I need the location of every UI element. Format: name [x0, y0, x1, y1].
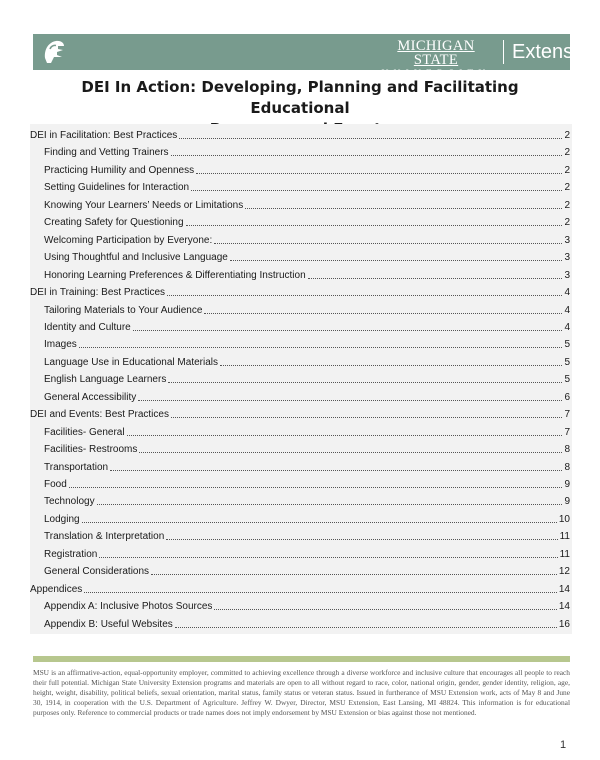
toc-entry-label: Creating Safety for Questioning — [44, 217, 184, 229]
toc-entry-page: 4 — [564, 321, 570, 333]
toc-entry-page: 2 — [564, 130, 570, 141]
toc-entry-page: 2 — [564, 147, 570, 159]
toc-entry[interactable] — [30, 439, 570, 456]
page-number: 1 — [560, 739, 567, 751]
toc-entry-page: 2 — [564, 199, 570, 211]
toc-entry-label: Facilities- Restrooms — [44, 444, 138, 456]
toc-entry-page: 11 — [559, 548, 570, 560]
toc-entry-label: DEI and Events: Best Practices — [30, 409, 169, 421]
toc-entry-page: 2 — [564, 182, 570, 194]
toc-entry-label: Registration — [44, 548, 98, 560]
toc-entry[interactable] — [30, 596, 570, 613]
toc-entry-page: 2 — [564, 217, 570, 229]
toc-entry-page: 3 — [564, 252, 570, 264]
toc-entry-page: 12 — [558, 566, 570, 578]
toc-entry-page: 8 — [564, 444, 570, 456]
toc-entry-label: DEI in Training: Best Practices — [30, 287, 166, 299]
toc-entry[interactable] — [30, 265, 570, 282]
toc-entry-page: 2 — [564, 164, 570, 176]
toc-dot-leader — [82, 522, 557, 523]
toc-entry-page: 9 — [564, 479, 570, 490]
toc-entry[interactable] — [30, 526, 570, 543]
toc-entry[interactable] — [30, 282, 570, 299]
brand-bottom: UNIVERSITY — [381, 69, 491, 79]
toc-dot-leader — [99, 557, 557, 558]
toc-entry-label: Using Thoughtful and Inclusive Language — [44, 252, 228, 264]
toc-entry[interactable] — [30, 404, 570, 421]
toc-entry-label: Knowing Your Learners’ Needs or Limitations — [44, 199, 244, 211]
toc-entry-label: Identity and Culture — [44, 321, 131, 333]
toc-entry[interactable] — [30, 544, 570, 561]
toc-dot-leader — [151, 574, 557, 575]
toc-entry[interactable] — [30, 387, 570, 404]
toc-dot-leader — [196, 173, 562, 174]
toc-entry-page: 11 — [559, 531, 570, 543]
toc-entry[interactable] — [30, 474, 570, 491]
toc-entry-label: General Considerations — [44, 566, 150, 578]
toc-entry-page: 16 — [558, 618, 570, 630]
toc-dot-leader — [186, 225, 563, 226]
toc-entry-label: General Accessibility — [44, 391, 137, 403]
toc-entry[interactable] — [30, 491, 570, 508]
toc-dot-leader — [84, 592, 557, 593]
toc-dot-leader — [138, 400, 562, 401]
toc-entry[interactable] — [30, 160, 570, 177]
extension-label: Extension — [512, 41, 600, 63]
toc-entry[interactable] — [30, 317, 570, 334]
toc-entry-label: Images — [44, 339, 77, 351]
toc-entry[interactable] — [30, 247, 570, 264]
toc-dot-leader — [166, 539, 557, 540]
toc-entry-label: Technology — [44, 496, 95, 508]
toc-entry-label: English Language Learners — [44, 374, 167, 386]
toc-entry-page: 4 — [564, 304, 570, 316]
toc-dot-leader — [175, 627, 557, 628]
spartan-helmet-icon — [41, 38, 67, 66]
toc-entry-page: 14 — [558, 601, 570, 613]
toc-entry-page: 8 — [564, 461, 570, 473]
footer-rule — [33, 656, 570, 662]
toc-entry-page: 10 — [558, 513, 570, 525]
toc-entry[interactable] — [30, 177, 570, 194]
toc-entry[interactable] — [30, 300, 570, 317]
toc-dot-leader — [171, 155, 563, 156]
toc-entry-page: 3 — [564, 269, 570, 281]
toc-entry-page: 3 — [564, 234, 570, 246]
toc-dot-leader — [167, 295, 562, 296]
toc-dot-leader — [245, 208, 562, 209]
toc-entry-page: 7 — [564, 409, 570, 421]
toc-entry[interactable] — [30, 212, 570, 229]
toc-dot-leader — [179, 138, 562, 139]
toc-dot-leader — [191, 190, 562, 191]
toc-dot-leader — [168, 382, 562, 383]
toc-entry[interactable] — [30, 561, 570, 578]
toc-entry-label: Facilities- General — [44, 426, 125, 438]
brand-divider — [503, 40, 504, 64]
toc-entry-label: Food — [44, 479, 67, 490]
toc-dot-leader — [79, 347, 563, 348]
toc-entry-label: Translation & Interpretation — [44, 531, 165, 543]
toc-entry[interactable] — [30, 125, 570, 142]
toc-dot-leader — [204, 313, 562, 314]
toc-entry[interactable] — [30, 230, 570, 247]
toc-entry-label: Language Use in Educational Materials — [44, 356, 218, 368]
toc-dot-leader — [171, 417, 562, 418]
toc-dot-leader — [308, 278, 563, 279]
msu-wordmark — [376, 39, 496, 80]
toc-entry-page: 9 — [564, 496, 570, 508]
toc-entry-label: Transportation — [44, 461, 109, 473]
toc-entry-page: 5 — [564, 356, 570, 368]
toc-entry[interactable] — [30, 142, 570, 159]
toc-entry-label: DEI in Facilitation: Best Practices — [30, 130, 178, 141]
header-banner — [33, 34, 600, 79]
toc-entry-label: Finding and Vetting Trainers — [44, 147, 169, 159]
toc-dot-leader — [214, 243, 562, 244]
toc-dot-leader — [127, 435, 563, 436]
toc-dot-leader — [69, 487, 563, 488]
toc-entry-label: Practicing Humility and Openness — [44, 164, 195, 176]
toc-entry[interactable] — [30, 422, 570, 439]
title-line-1: DEI In Action: Developing, Planning and Facilitating Educational — [81, 78, 519, 117]
toc-entry-label: Setting Guidelines for Interaction — [44, 182, 190, 194]
toc-entry-label: Honoring Learning Preferences & Differentiating Instruction — [44, 269, 306, 281]
toc-entry-label: Appendices — [30, 583, 83, 595]
toc-entry-page: 5 — [564, 374, 570, 386]
toc-entry[interactable] — [30, 509, 570, 526]
toc-entry-page: 4 — [564, 287, 570, 299]
toc-entry[interactable] — [30, 334, 570, 351]
toc-entry-page: 7 — [564, 426, 570, 438]
toc-entry-page: 5 — [564, 339, 570, 351]
table-of-contents — [30, 124, 572, 634]
brand-top: MICHIGAN STATE — [397, 38, 475, 68]
toc-dot-leader — [110, 470, 562, 471]
toc-dot-leader — [230, 260, 563, 261]
toc-entry[interactable] — [30, 195, 570, 212]
toc-entry-label: Welcoming Participation by Everyone: — [44, 234, 213, 246]
toc-dot-leader — [214, 609, 556, 610]
toc-entry-label: Appendix A: Inclusive Photos Sources — [44, 601, 213, 613]
toc-entry-label: Tailoring Materials to Your Audience — [44, 304, 203, 316]
toc-entry-label: Appendix B: Useful Websites — [44, 618, 173, 630]
toc-dot-leader — [97, 504, 563, 505]
toc-entry-page: 14 — [558, 583, 570, 595]
toc-dot-leader — [139, 452, 562, 453]
footer-disclaimer: MSU is an affirmative-action, equal-opportunity employer, committed to achieving excellence through a diverse workforce and inclusive culture that encourages all people to reach their full potential. Michigan State University Extension programs and materials are open to all without regard to race, color, national origin, gender, gender identity, religion, age, height, weight, disability, political beliefs, sexual orientation, marital status, family status or veteran status. Issued in furtherance of MSU Extension work, acts of May 8 and June 30, 1914, in cooperation with the U.S. Department of Agriculture. Jeffrey W. Dwyer, Director, MSU Extension, East Lansing, MI 48824. This information is for educational purposes only. Reference to commercial products or trade names does not imply endorsement by MSU Extension or bias against those not mentioned. — [33, 668, 570, 717]
toc-entry[interactable] — [30, 614, 570, 631]
toc-dot-leader — [133, 330, 563, 331]
toc-entry[interactable] — [30, 352, 570, 369]
toc-entry-label: Lodging — [44, 513, 80, 525]
toc-entry[interactable] — [30, 579, 570, 596]
toc-entry[interactable] — [30, 369, 570, 386]
toc-entry-page: 6 — [564, 391, 570, 403]
toc-dot-leader — [220, 365, 562, 366]
toc-entry[interactable] — [30, 457, 570, 474]
